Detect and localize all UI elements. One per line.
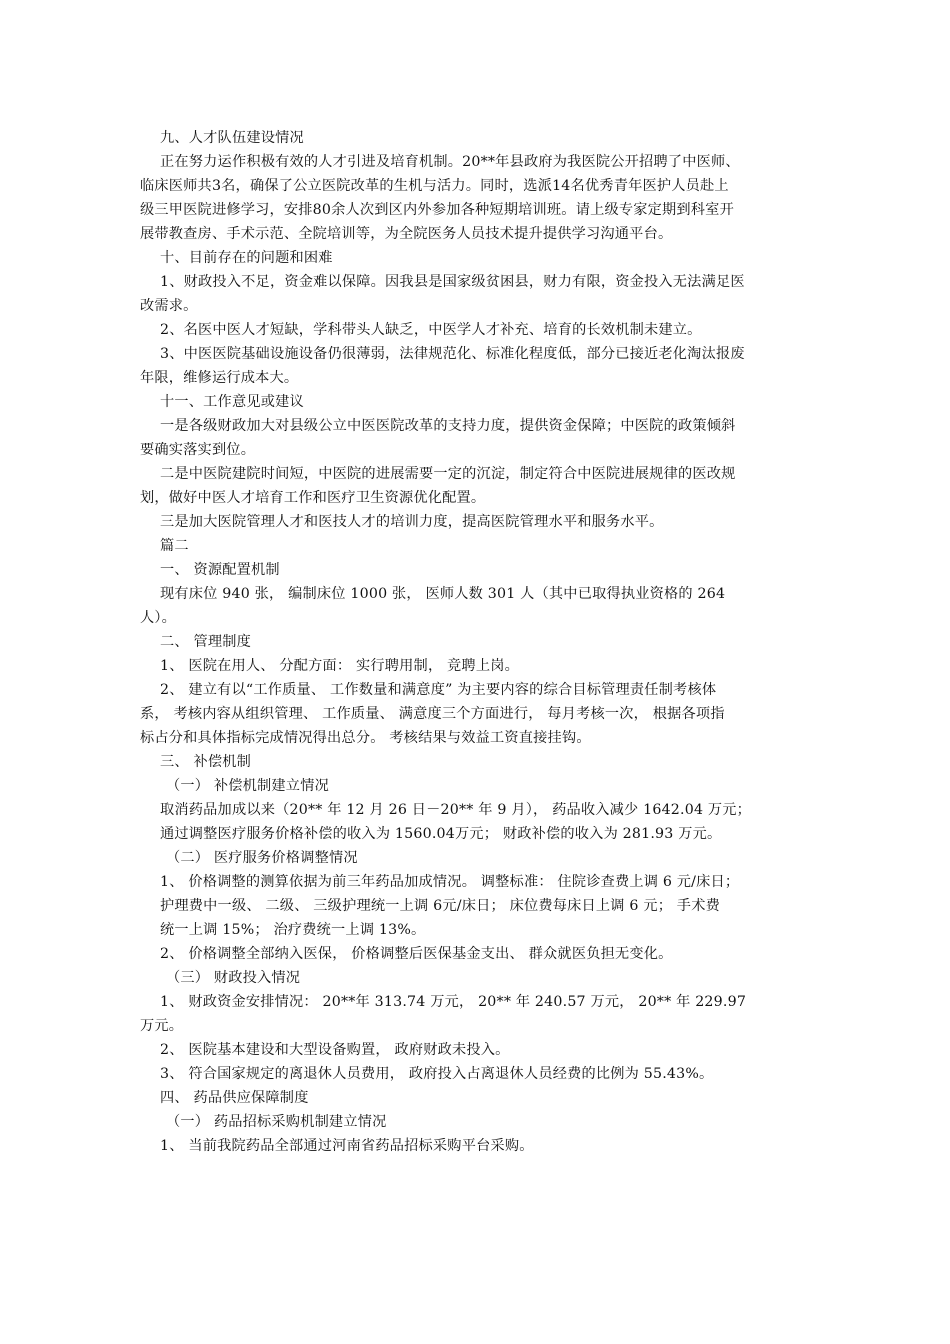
paragraph-line: 现有床位 940 张， 编制床位 1000 张， 医师人数 301 人（其中已取得执业资格的 264 [160,586,726,602]
subsection-heading: （二） 医疗服务价格调整情况 [166,850,358,866]
section-heading: 十、目前存在的问题和困难 [160,250,333,266]
paragraph-line: 1、财政投入不足，资金难以保障。因我县是国家级贫困县，财力有限，资金投入无法满足医 [160,274,745,290]
document-body [140,126,820,1158]
paragraph-line: 展带教查房、手术示范、全院培训等，为全院医务人员技术提升提供学习沟通平台。 [140,226,673,242]
paragraph-line: 1、 价格调整的测算依据为前三年药品加成情况。 调整标准： 住院诊查费上调 6 元/床日； [160,874,740,890]
section-heading: 九、人才队伍建设情况 [160,130,304,146]
section-heading: 二、 管理制度 [160,634,252,650]
paragraph-line: 2、 价格调整全部纳入医保， 价格调整后医保基金支出、 群众就医负担无变化。 [160,946,673,962]
paragraph-line: 要确实落实到位。 [140,442,256,458]
paragraph-line: 年限，维修运行成本大。 [140,370,299,386]
paragraph-line: 2、 医院基本建设和大型设备购置， 政府财政未投入。 [160,1042,510,1058]
paragraph-line: 系， 考核内容从组织管理、 工作质量、 满意度三个方面进行， 每月考核一次， 根据各项指 [140,706,725,722]
paragraph-line: 3、中医医院基础设施设备仍很薄弱，法律规范化、标准化程度低，部分已接近老化淘汰报废 [160,346,745,362]
paragraph-line: 3、 符合国家规定的离退休人员费用， 政府投入占离退休人员经费的比例为 55.43%。 [160,1066,714,1082]
subsection-heading: （一） 补偿机制建立情况 [166,778,329,794]
paragraph-line: 正在努力运作积极有效的人才引进及培育机制。20**年县政府为我医院公开招聘了中医师、 [160,154,740,170]
paragraph-line: 2、 建立有以“工作质量、 工作数量和满意度” 为主要内容的综合目标管理责任制考核体 [160,682,717,698]
paragraph-line: 临床医师共3名，确保了公立医院改革的生机与活力。同时，选派14名优秀青年医护人员赴上 [140,178,729,194]
paragraph-line: 1、 财政资金安排情况： 20**年 313.74 万元， 20** 年 240.57 万元， 20** 年 229.97 [160,994,747,1010]
paragraph-line: 万元。 [140,1018,184,1034]
part-title: 篇二 [160,538,189,554]
paragraph-line: 划，做好中医人才培育工作和医疗卫生资源优化配置。 [140,490,486,506]
section-heading: 十一、工作意见或建议 [160,394,304,410]
section-heading: 四、 药品供应保障制度 [160,1090,309,1106]
paragraph-line: 1、 医院在用人、 分配方面： 实行聘用制， 竞聘上岗。 [160,658,519,674]
paragraph-line: 改需求。 [140,298,198,314]
paragraph-line: 2、名医中医人才短缺，学科带头人缺乏，中医学人才补充、培育的长效机制未建立。 [160,322,702,338]
paragraph-line: 标占分和具体指标完成情况得出总分。 考核结果与效益工资直接挂钩。 [140,730,591,746]
paragraph-line: 三是加大医院管理人才和医技人才的培训力度，提高医院管理水平和服务水平。 [160,514,664,530]
paragraph-line: 取消药品加成以来（20** 年 12 月 26 日－20** 年 9 月）， 药品收入减少 1642.04 万元； [160,802,752,818]
paragraph-line: 1、 当前我院药品全部通过河南省药品招标采购平台采购。 [160,1138,534,1154]
section-heading: 三、 补偿机制 [160,754,252,770]
paragraph-line: 一是各级财政加大对县级公立中医医院改革的支持力度，提供资金保障；中医院的政策倾斜 [160,418,736,434]
section-heading: 一、 资源配置机制 [160,562,280,578]
paragraph-line: 级三甲医院进修学习，安排80余人次到区内外参加各种短期培训班。请上级专家定期到科室开 [140,202,734,218]
paragraph-line: 护理费中一级、 二级、 三级护理统一上调 6元/床日； 床位费每床日上调 6 元； 手术费 [160,898,720,914]
paragraph-line: 通过调整医疗服务价格补偿的收入为 1560.04万元； 财政补偿的收入为 281.93 万元。 [160,826,722,842]
paragraph-line: 统一上调 15%； 治疗费统一上调 13%。 [160,922,426,938]
subsection-heading: （一） 药品招标采购机制建立情况 [166,1114,387,1130]
subsection-heading: （三） 财政投入情况 [166,970,301,986]
paragraph-line: 二是中医院建院时间短，中医院的进展需要一定的沉淀，制定符合中医院进展规律的医改规 [160,466,736,482]
paragraph-line: 人）。 [140,610,177,626]
